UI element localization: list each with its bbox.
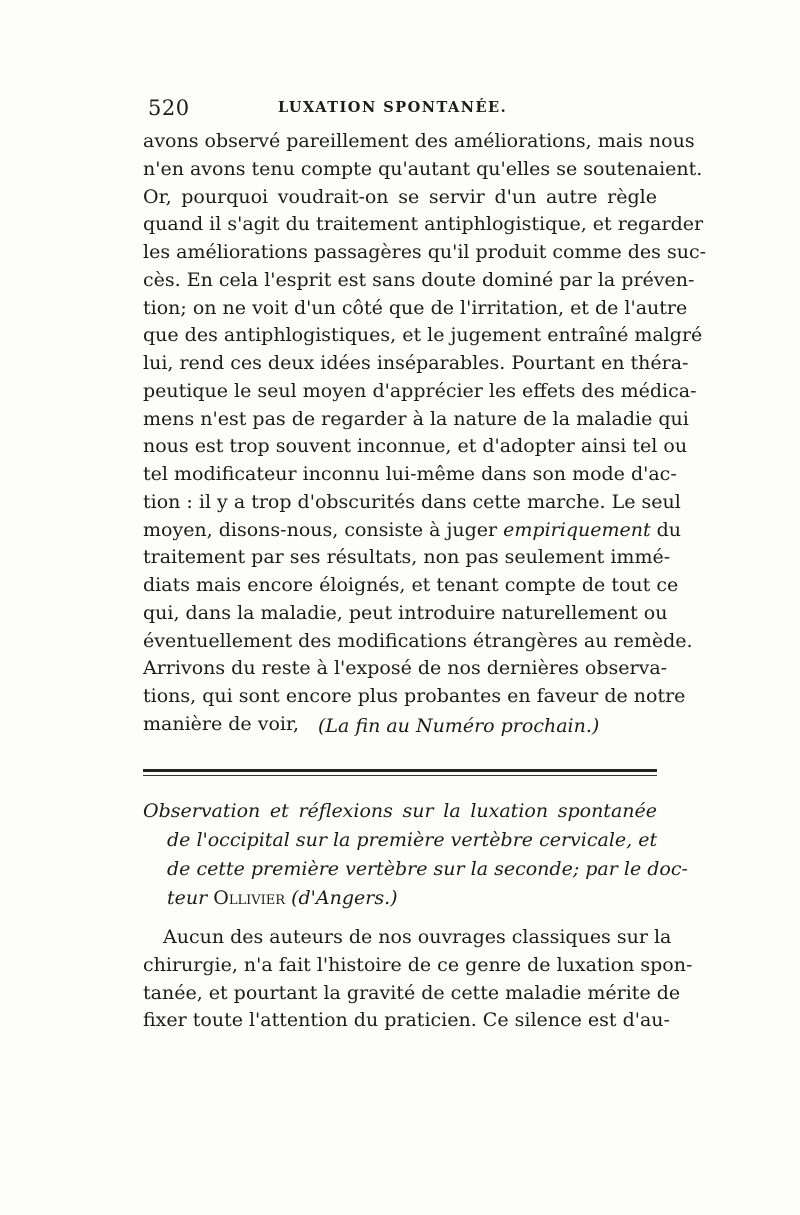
text-line: mens n'est pas de regarder à la nature de la maladie qui (143, 407, 689, 430)
page-number: 520 (148, 96, 190, 120)
text-line: fixer toute l'attention du praticien. Ce silence est d'au- (143, 1009, 670, 1032)
text-line: tanée, et pourtant la gravité de cette maladie mérite de (143, 981, 681, 1004)
text-line: n'en avons tenu compte qu'autant qu'elles se soutenaient. (143, 157, 703, 180)
text-line: lui, rend ces deux idées inséparables. Pourtant en théra- (143, 352, 689, 374)
text-line-emphasis (143, 517, 682, 545)
text-line: cès. En cela l'esprit est sans doute dominé par la préven- (143, 268, 695, 291)
section-divider (143, 769, 657, 772)
text-line: quand il s'agit du traitement antiphlogistique, et regarder (143, 213, 704, 236)
text-line: avons observé pareillement des améliorations, mais nous (143, 130, 695, 152)
text-line: que des antiphlogistiques, et le jugement entraîné malgré (143, 324, 703, 347)
author-place: (d'Angers.) (285, 887, 398, 909)
text-line: tion; on ne voit d'un côté que de l'irritation, et de l'autre (143, 296, 688, 319)
title-line: de cette première vertèbre sur la seconde; par le doc- (167, 858, 688, 880)
text-line: nous est trop souvent inconnue, et d'adopter ainsi tel ou (143, 435, 688, 458)
text-line: traitement par ses résultats, non pas seulement immé- (143, 546, 671, 569)
text-line: tions, qui sont encore plus probantes en faveur de notre (143, 685, 686, 707)
text-line: manière de voir, (143, 712, 299, 735)
text-line: peutique le seul moyen d'apprécier les effets des médica- (143, 379, 697, 402)
text-line: Or, pourquoi voudrait-on se servir d'un autre règle (143, 185, 657, 208)
author-name: Ollivier (213, 887, 286, 909)
text-line: Arrivons du reste à l'exposé de nos dernières observa- (143, 657, 668, 680)
text-line: les améliorations passagères qu'il produit comme des suc- (143, 241, 707, 263)
text-segment: du (650, 518, 682, 541)
running-head (148, 96, 660, 124)
title-line: de l'occipital sur la première vertèbre cervicale, et (167, 829, 658, 851)
title-segment: teur (167, 887, 214, 909)
title-line (143, 884, 657, 913)
text-line: éventuellement des modifications étrangères au remède. (143, 629, 693, 652)
text-line: diats mais encore éloignés, et tenant compte de tout ce (143, 574, 679, 596)
text-segment: moyen, disons-nous, consiste à juger (143, 518, 504, 541)
section-divider-thin (143, 775, 657, 776)
title-line: Observation et réflexions sur la luxation spontanée (143, 800, 657, 822)
text-line: Aucun des auteurs de nos ouvrages classiques sur la (163, 926, 672, 948)
text-line: chirurgie, n'a fait l'histoire de ce genre de luxation spon- (143, 953, 693, 976)
continuation-note: (La fin au Numéro prochain.) (318, 715, 600, 737)
text-line: qui, dans la maladie, peut introduire naturellement ou (143, 601, 668, 624)
article-title (143, 797, 688, 913)
article-body (143, 924, 693, 1035)
text-line: tion : il y a trop d'obscurités dans cette marche. Le seul (143, 490, 681, 513)
text-line: tel modificateur inconnu lui-même dans son mode d'ac- (143, 463, 677, 485)
italic-word: empiriquement (503, 518, 651, 541)
running-title: LUXATION SPONTANÉE. (278, 99, 508, 116)
paragraph-continued (143, 128, 707, 739)
